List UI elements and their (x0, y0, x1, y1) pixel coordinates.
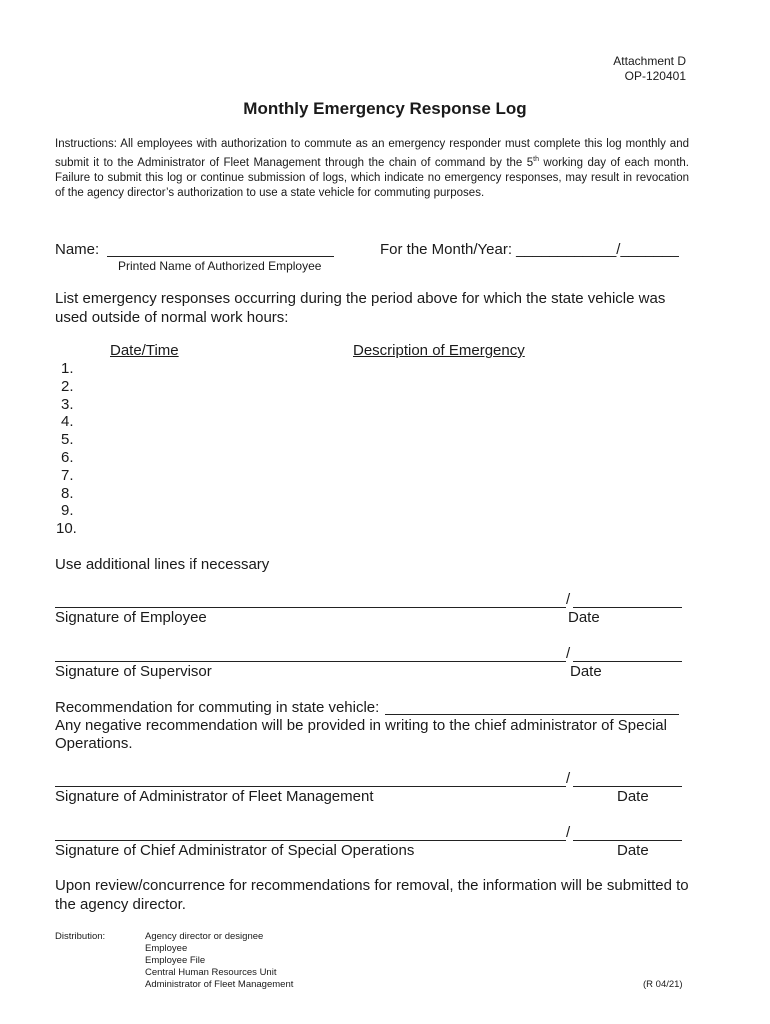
document-title: Monthly Emergency Response Log (243, 99, 527, 118)
supervisor-date-line[interactable] (573, 661, 682, 662)
date-separator: / (566, 824, 571, 841)
row-8: 8. (61, 485, 74, 502)
date-separator: / (566, 770, 571, 787)
additional-lines-note: Use additional lines if necessary (55, 556, 270, 573)
row-4: 4. (61, 413, 74, 430)
fleet-admin-date-label: Date (617, 788, 649, 805)
distribution-label: Distribution: (55, 931, 106, 942)
row-9: 9. (61, 502, 74, 519)
column-description: Description of Emergency (353, 342, 525, 359)
distribution-item: Administrator of Fleet Management (145, 979, 294, 990)
fleet-admin-date-line[interactable] (573, 786, 682, 787)
recommendation-label: Recommendation for commuting in state vehicle: (55, 699, 380, 716)
chief-admin-signature-label: Signature of Chief Administrator of Special Operations (55, 842, 415, 859)
name-caption: Printed Name of Authorized Employee (118, 259, 322, 273)
recommendation-input-line[interactable] (385, 714, 679, 715)
distribution-item: Employee (145, 943, 188, 954)
attachment-label: Attachment D (613, 54, 686, 68)
name-label: Name: (55, 241, 100, 258)
policy-number: OP-120401 (624, 69, 686, 83)
column-date-time: Date/Time (110, 342, 179, 359)
row-5: 5. (61, 431, 74, 448)
employee-signature-label: Signature of Employee (55, 609, 207, 626)
employee-date-label: Date (568, 609, 600, 626)
chief-admin-signature-line[interactable] (55, 840, 566, 841)
row-1: 1. (61, 360, 74, 377)
name-input-line[interactable] (107, 256, 334, 257)
month-year-field[interactable]: For the Month/Year: ____________/_______ (380, 241, 679, 258)
row-7: 7. (61, 467, 74, 484)
supervisor-signature-label: Signature of Supervisor (55, 663, 212, 680)
row-10: 10. (56, 520, 77, 537)
list-intro: List emergency responses occurring during the period above for which the state vehicle was used outside of normal work hours: (55, 290, 666, 326)
revision-code: (R 04/21) (643, 979, 683, 990)
distribution-item: Agency director or designee (145, 931, 264, 942)
date-separator: / (566, 645, 571, 662)
date-separator: / (566, 591, 571, 608)
fleet-admin-signature-label: Signature of Administrator of Fleet Management (55, 788, 374, 805)
chief-admin-date-label: Date (617, 842, 649, 859)
distribution-item: Employee File (145, 955, 206, 966)
row-6: 6. (61, 449, 74, 466)
recommendation-note-line-1: Any negative recommendation will be provided in writing to the chief administrator of Special (55, 717, 667, 734)
employee-signature-line[interactable] (55, 607, 566, 608)
supervisor-signature-line[interactable] (55, 661, 566, 662)
row-2: 2. (61, 378, 74, 395)
upon-review-line-1: Upon review/concurrence for recommendations for removal, the information will be submitted to (55, 877, 689, 894)
supervisor-date-label: Date (570, 663, 602, 680)
distribution-item: Central Human Resources Unit (145, 967, 277, 978)
instructions-paragraph: Instructions: All employees with authorization to commute as an emergency responder must complete this log monthly and submit it to the Administrator of Fleet Management through the chain of command by the 5th working day of each month. Failure to submit this log or continue submission of logs, which indicate no emergency responses, may result in revocation of the agency director’s authorization to use a state vehicle for commuting purposes. (55, 138, 689, 199)
upon-review-line-2: the agency director. (55, 896, 186, 913)
row-3: 3. (61, 396, 74, 413)
chief-admin-date-line[interactable] (573, 840, 682, 841)
recommendation-note-line-2: Operations. (55, 735, 133, 752)
fleet-admin-signature-line[interactable] (55, 786, 566, 787)
employee-date-line[interactable] (573, 607, 682, 608)
